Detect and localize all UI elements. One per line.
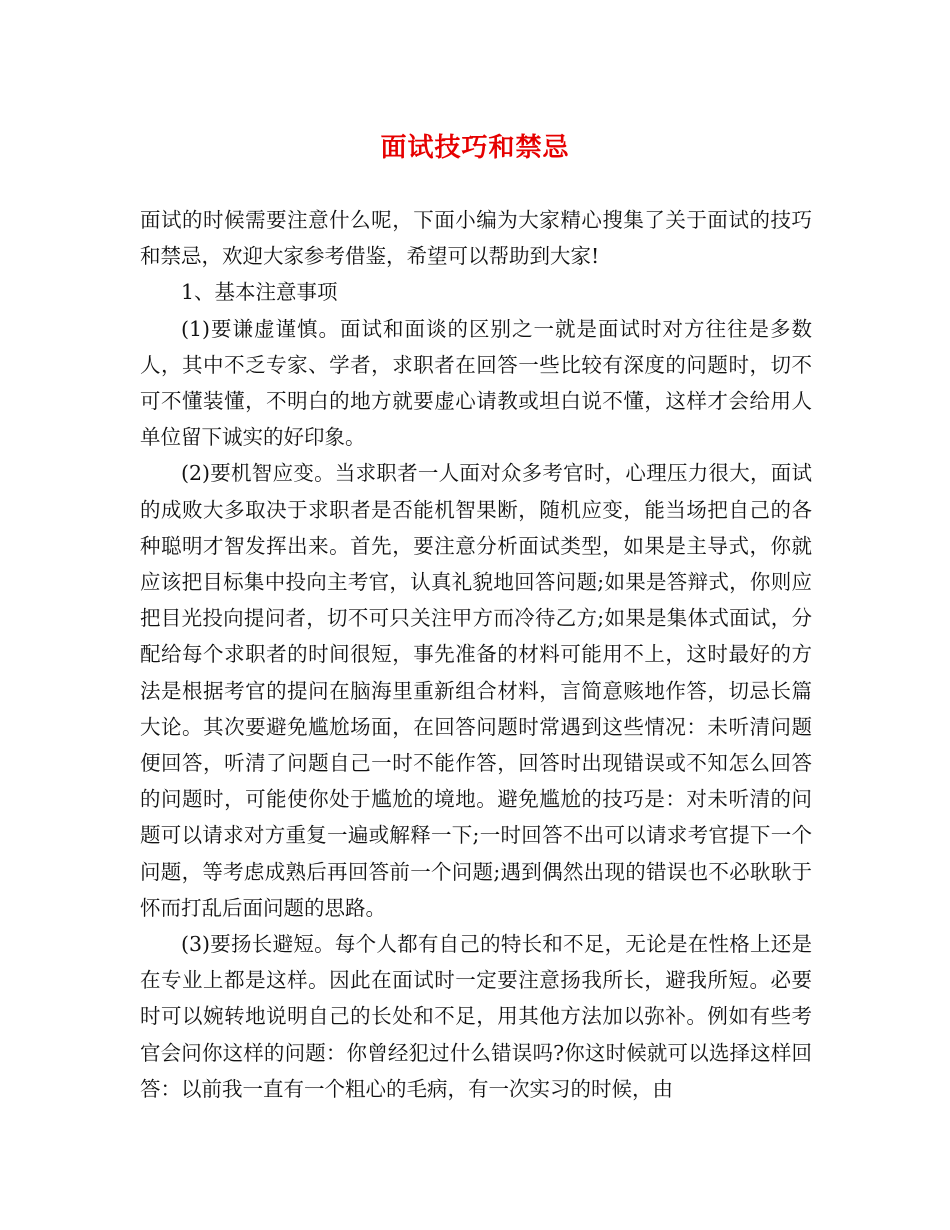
body-paragraph: (1)要谦虚谨慎。面试和面谈的区别之一就是面试时对方往往是多数人，其中不乏专家、学者，求职者在回答一些比较有深度的问题时，切不可不懂装懂，不明白的地方就要虚心请教或坦白说不懂，这样才会给用人单位留下诚实的好印象。 (140, 316, 812, 450)
document-title: 面试技巧和禁忌 (380, 133, 570, 163)
document-body (140, 202, 812, 1107)
body-paragraph: (3)要扬长避短。每个人都有自己的特长和不足，无论是在性格上还是在专业上都是这样。因此在面试时一定要注意扬我所长，避我所短。必要时可以婉转地说明自己的长处和不足，用其他方法加以弥补。例如有些考官会问你这样的问题：你曾经犯过什么错误吗?你这时候就可以选择这样回答：以前我一直有一个粗心的毛病，有一次实习的时候，由 (140, 932, 812, 1101)
intro-paragraph: 面试的时候需要注意什么呢，下面小编为大家精心搜集了关于面试的技巧和禁忌，欢迎大家参考借鉴，希望可以帮助到大家! (140, 208, 812, 269)
section-heading: 1、基本注意事项 (181, 280, 338, 305)
body-paragraph: (2)要机智应变。当求职者一人面对众多考官时，心理压力很大，面试的成败大多取决于求职者是否能机智果断，随机应变，能当场把自己的各种聪明才智发挥出来。首先，要注意分析面试类型，如果是主导式，你就应该把目标集中投向主考官，认真礼貌地回答问题;如果是答辩式，你则应把目光投向提问者，切不可只关注甲方而冷待乙方;如果是集体式面试，分配给每个求职者的时间很短，事先准备的材料可能用不上，这时最好的方法是根据考官的提问在脑海里重新组合材料，言简意赅地作答，切忌长篇大论。其次要避免尴尬场面，在回答问题时常遇到这些情况：未听清问题便回答，听清了问题自己一时不能作答，回答时出现错误或不知怎么回答的问题时，可能使你处于尴尬的境地。避免尴尬的技巧是：对未听清的问题可以请求对方重复一遍或解释一下;一时回答不出可以请求考官提下一个问题，等考虑成熟后再回答前一个问题;遇到偶然出现的错误也不必耿耿于怀而打乱后面问题的思路。 (140, 461, 812, 920)
